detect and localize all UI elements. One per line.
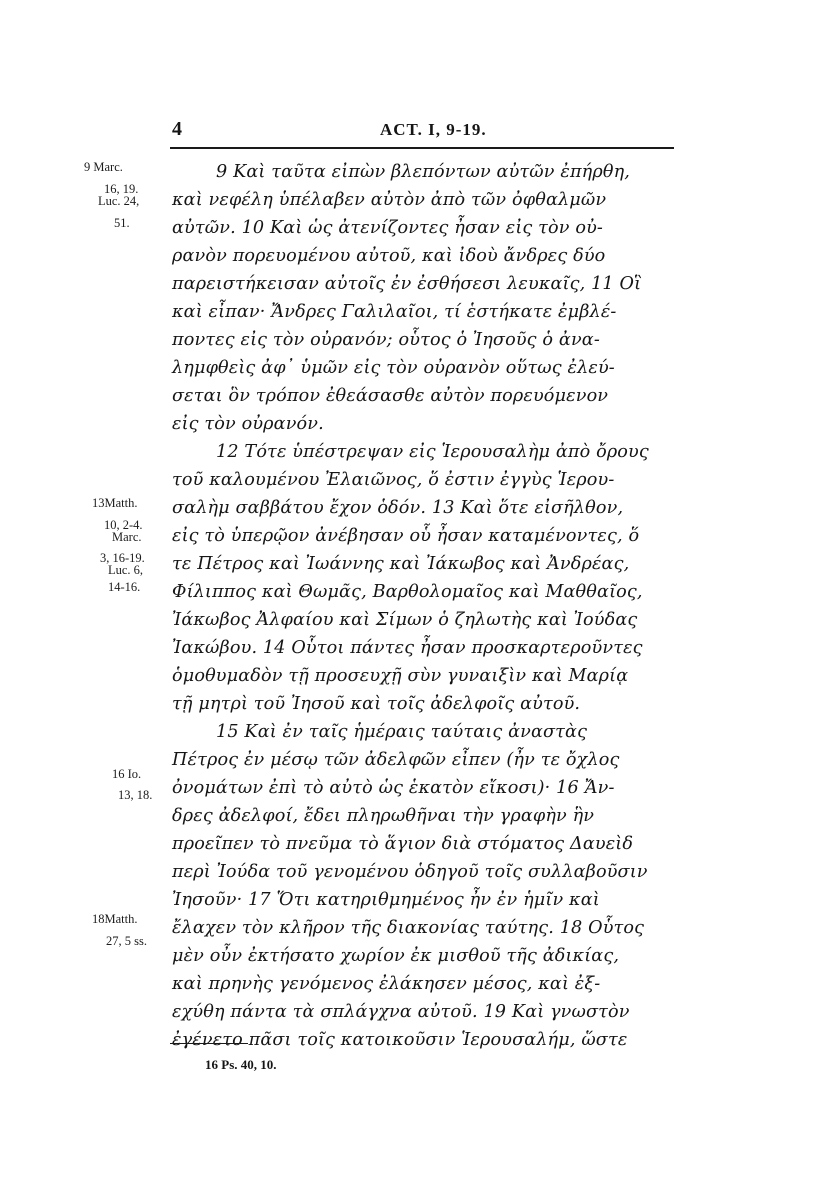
text-line: ἔλαχεν τὸν κλῆρον τῆς διακονίας ταύτης. 18 Οὗτος [172,918,645,938]
text-line: καὶ εἶπαν· Ἄνδρες Γαλιλαῖοι, τί ἑστήκατε ἐμβλέ- [172,302,617,322]
text-line: 15 Καὶ ἐν ταῖς ἡμέραις ταύταις ἀναστὰς [216,722,588,742]
margin-note: 14-16. [108,580,141,594]
margin-note: 51. [114,216,130,230]
text-line: Ἰακώβου. 14 Οὗτοι πάντες ἦσαν προσκαρτεροῦντες [172,638,643,658]
page-number: 4 [172,118,182,140]
text-line: δρες ἀδελφοί, ἔδει πληρωθῆναι τὴν γραφὴν ἣν [172,806,595,826]
text-line: Φίλιππος καὶ Θωμᾶς, Βαρθολομαῖος καὶ Μαθθαῖος, [172,582,643,602]
text-line: περὶ Ἰούδα τοῦ γενομένου ὁδηγοῦ τοῖς συλλαβοῦσιν [172,862,648,882]
margin-note: Luc. 6, [108,563,144,577]
text-line: ποντες εἰς τὸν οὐρανόν; οὗτος ὁ Ἰησοῦς ὁ ἀνα- [172,330,600,350]
margin-note: 18Matth. [92,912,138,926]
margin-note: 9 Marc. [84,160,123,174]
footnote-rule [170,1043,248,1044]
text-line: καὶ νεφέλη ὑπέλαβεν αὐτὸν ἀπὸ τῶν ὀφθαλμῶν [172,190,607,210]
text-line: Ἰάκωβος Ἀλφαίου καὶ Σίμων ὁ ζηλωτὴς καὶ Ἰούδας [172,610,638,630]
text-line: λημφθεὶς ἀφ᾽ ὑμῶν εἰς τὸν οὐρανὸν οὕτως ἐλεύ- [172,358,615,378]
margin-note: Marc. [112,530,142,544]
margin-note: 13, 18. [118,788,153,802]
text-line: εἰς τὸ ὑπερῷον ἀνέβησαν οὗ ἦσαν καταμένοντες, ὅ [172,526,640,546]
text-line: Πέτρος ἐν μέσῳ τῶν ἀδελφῶν εἶπεν (ἦν τε ὄχλος [172,750,620,770]
text-line: καὶ πρηνὴς γενόμενος ἐλάκησεν μέσος, καὶ ἐξ- [172,974,601,994]
text-line: εχύθη πάντα τὰ σπλάγχνα αὐτοῦ. 19 Καὶ γνωστὸν [172,1002,630,1022]
footnote: 16 Ps. 40, 10. [205,1057,277,1072]
text-line: σαλὴμ σαββάτου ἔχον ὁδόν. 13 Καὶ ὅτε εἰσῆλθον, [172,498,624,518]
header-rule [170,147,674,149]
text-line: εἰς τὸν οὐρανόν. [172,414,324,434]
scripture-text [172,158,684,1054]
text-line: σεται ὃν τρόπον ἐθεάσασθε αὐτὸν πορευόμενον [172,386,609,406]
text-line: τοῦ καλουμένου Ἐλαιῶνος, ὅ ἐστιν ἐγγὺς Ἱερου- [172,470,615,490]
text-line: ὁμοθυμαδὸν τῇ προσευχῇ σὺν γυναιξὶν καὶ Μαρίᾳ [172,666,629,686]
margin-note: 16 Io. [112,767,142,781]
text-line: τε Πέτρος καὶ Ἰωάννης καὶ Ἰάκωβος καὶ Ἀνδρέας, [172,554,630,574]
margin-note: 10, 2-4. [104,518,143,532]
text-line: 9 Καὶ ταῦτα εἰπὼν βλεπόντων αὐτῶν ἐπήρθη, [216,162,631,182]
text-line: 12 Τότε ὑπέστρεψαν εἰς Ἱερουσαλὴμ ἀπὸ ὄρους [216,442,649,462]
page-header [172,118,672,146]
margin-note: Luc. 24, [98,194,140,208]
running-head: ACT. I, 9-19. [380,120,487,139]
margin-note: 3, 16-19. [100,551,145,565]
text-line: αὐτῶν. 10 Καὶ ὡς ἀτενίζοντες ἦσαν εἰς τὸν οὐ- [172,218,604,238]
text-line: ρανὸν πορευομένου αὐτοῦ, καὶ ἰδοὺ ἄνδρες δύο [172,246,606,266]
text-line: τῇ μητρὶ τοῦ Ἰησοῦ καὶ τοῖς ἀδελφοῖς αὐτοῦ. [172,694,581,714]
margin-note: 27, 5 ss. [106,934,147,948]
text-line: παρειστήκεισαν αὐτοῖς ἐν ἐσθήσεσι λευκαῖς, 11 Οἳ [172,274,642,294]
margin-note: 13Matth. [92,496,138,510]
text-line: Ἰησοῦν· 17 Ὅτι κατηριθμημένος ἦν ἐν ἡμῖν καὶ [172,890,600,910]
text-line: προεῖπεν τὸ πνεῦμα τὸ ἅγιον διὰ στόματος Δαυεὶδ [172,834,634,854]
margin-note: 16, 19. [104,182,139,196]
text-line: ἐγένετο πᾶσι τοῖς κατοικοῦσιν Ἱερουσαλήμ, ὥστε [172,1030,628,1050]
text-line: ὀνομάτων ἐπὶ τὸ αὐτὸ ὡς ἑκατὸν εἴκοσι)· 16 Ἄν- [172,778,615,798]
text-line: μὲν οὖν ἐκτήσατο χωρίον ἐκ μισθοῦ τῆς ἀδικίας, [172,946,620,966]
